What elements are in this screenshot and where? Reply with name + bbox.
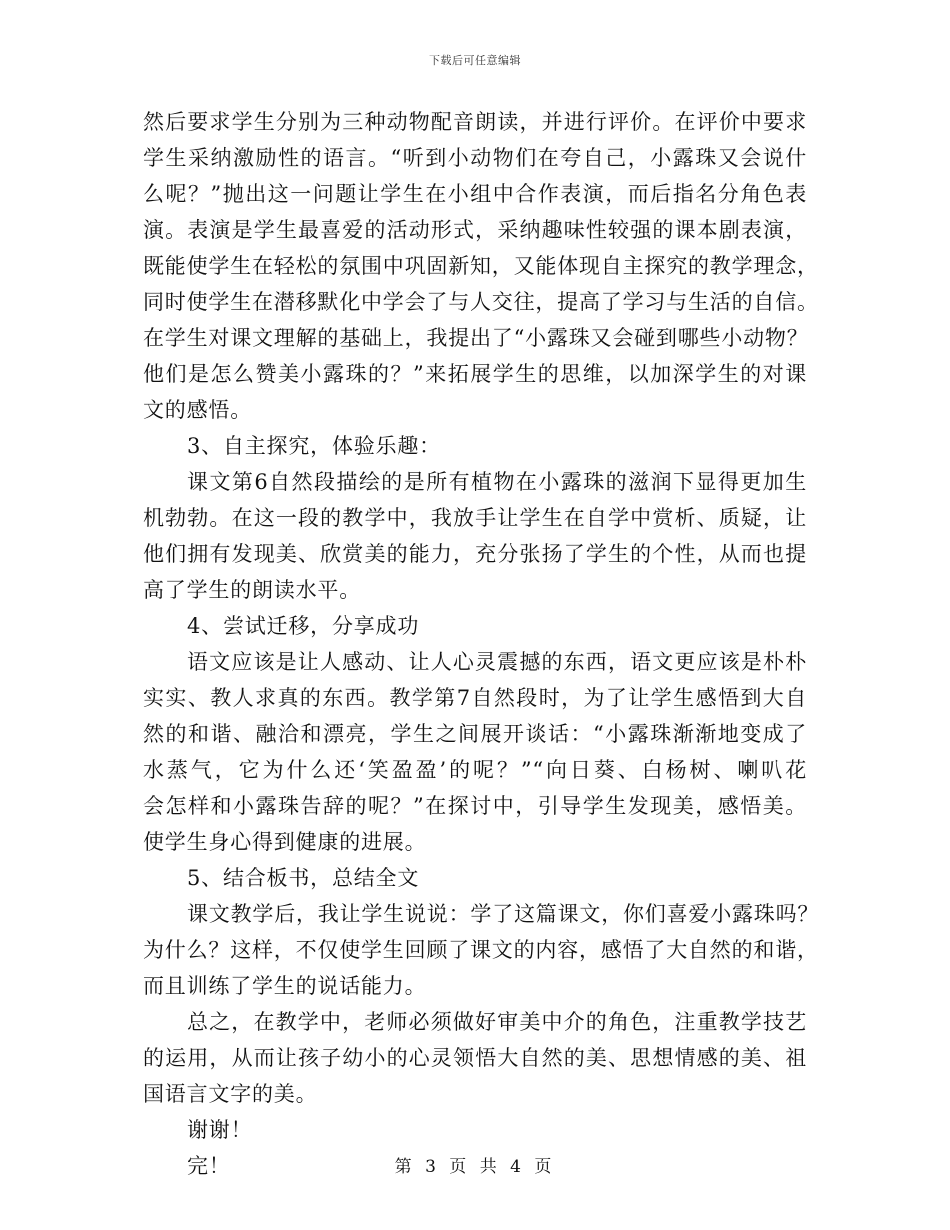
text-line: 他们拥有发现美、欣赏美的能力，充分张扬了学生的个性，从而也提	[143, 542, 807, 566]
text-line: 学生采纳激励性的语言。“听到小动物们在夸自己，小露珠又会说什	[143, 146, 807, 170]
text-line: 高了学生的朗读水平。	[143, 578, 361, 602]
text-line: 完！	[187, 1154, 231, 1178]
text-line: 文的感悟。	[143, 398, 252, 422]
text-line: 课文教学后，我让学生说说：学了这篇课文，你们喜爱小露珠吗？	[187, 902, 820, 926]
text-line: 为什么？这样，不仅使学生回顾了课文的内容，感悟了大自然的和谐，	[143, 938, 819, 962]
text-line: 同时使学生在潜移默化中学会了与人交往，提高了学习与生活的自信。	[143, 290, 819, 314]
text-line: 实实、教人求真的东西。教学第7自然段时，为了让学生感悟到大自	[143, 686, 807, 710]
text-line: 3、自主探究，体验乐趣：	[187, 434, 441, 458]
text-line: 的运用，从而让孩子幼小的心灵领悟大自然的美、思想情感的美、祖	[143, 1046, 807, 1070]
page-footer: 第 3 页 共 4 页	[394, 1157, 556, 1177]
text-line: 他们是怎么赞美小露珠的？”来拓展学生的思维，以加深学生的对课	[143, 362, 807, 386]
text-line: 而且训练了学生的说话能力。	[143, 974, 427, 998]
text-line: 总之，在教学中，老师必须做好审美中介的角色，注重教学技艺	[187, 1010, 807, 1034]
text-line: 5、结合板书，总结全文	[187, 866, 420, 890]
document-body	[143, 104, 820, 1184]
text-line: 然后要求学生分别为三种动物配音朗读，并进行评价。在评价中要求	[143, 110, 807, 134]
text-line: 么呢？”抛出这一问题让学生在小组中合作表演，而后指名分角色表	[143, 182, 807, 206]
text-line: 水蒸气，它为什么还‘笑盈盈’的呢？”“向日葵、白杨树、喇叭花	[143, 758, 807, 782]
text-line: 课文第6自然段描绘的是所有植物在小露珠的滋润下显得更加生	[187, 470, 807, 494]
text-line: 然的和谐、融洽和漂亮，学生之间展开谈话：“小露珠渐渐地变成了	[143, 722, 807, 746]
text-line: 4、尝试迁移，分享成功	[187, 614, 420, 638]
page-header: 下载后可任意编辑	[429, 54, 521, 67]
text-line: 机勃勃。在这一段的教学中，我放手让学生在自学中赏析、质疑，让	[143, 506, 807, 530]
text-line: 语文应该是让人感动、让人心灵震撼的东西，语文更应该是朴朴	[187, 650, 807, 674]
text-line: 国语言文字的美。	[143, 1082, 318, 1106]
text-line: 既能使学生在轻松的氛围中巩固新知，又能体现自主探究的教学理念，	[143, 254, 819, 278]
text-line: 谢谢！	[187, 1118, 253, 1142]
text-line: 会怎样和小露珠告辞的呢？”在探讨中，引导学生发现美，感悟美。	[143, 794, 807, 818]
text-line: 演。表演是学生最喜爱的活动形式，采纳趣味性较强的课本剧表演，	[143, 218, 807, 242]
text-line: 使学生身心得到健康的进展。	[143, 830, 427, 854]
text-line: 在学生对课文理解的基础上，我提出了“小露珠又会碰到哪些小动物？	[143, 326, 809, 350]
